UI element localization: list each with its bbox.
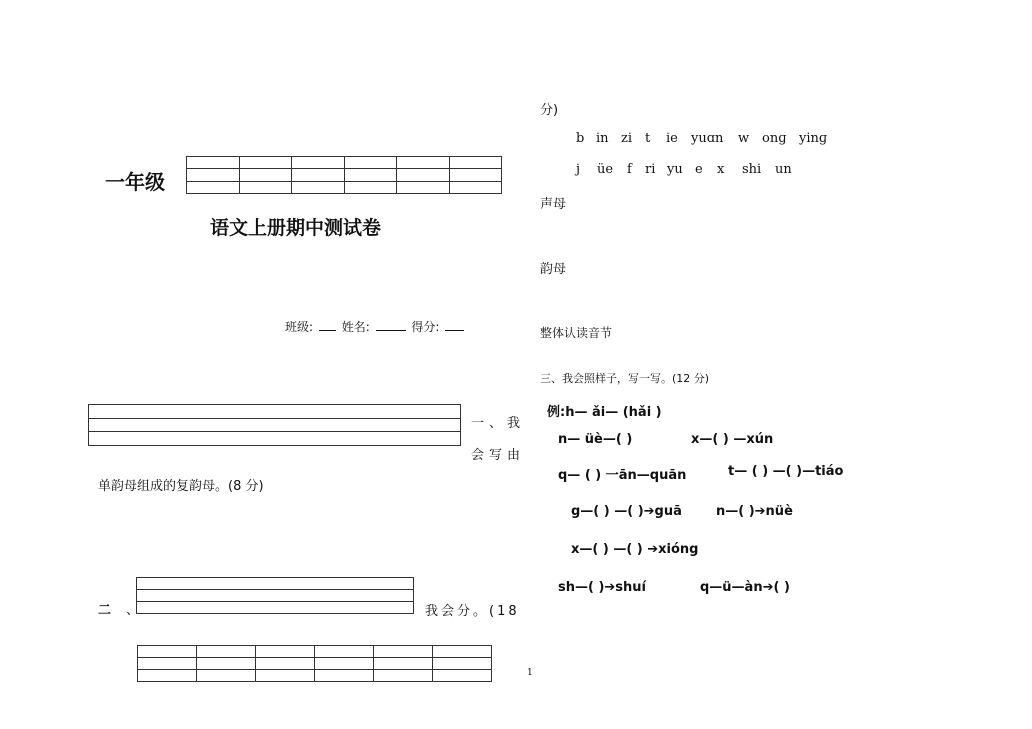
section2-number: 二 — [98, 603, 112, 618]
exercise-1a: n— üè—( ) — [558, 432, 633, 447]
pinyin-item: zi — [621, 131, 633, 146]
exercise-3a: g—( ) —( )➔guā — [571, 504, 682, 519]
shengmu-label: 声母 — [540, 197, 567, 212]
pinyin-item: üe — [597, 162, 614, 177]
page-title: 语文上册期中测试卷 — [210, 217, 382, 239]
class-label: 班级: — [285, 320, 314, 334]
pinyin-item: e — [695, 162, 703, 177]
name-blank[interactable] — [376, 330, 406, 331]
pinyin-item: w — [738, 131, 750, 146]
page-number: 1 — [527, 668, 533, 678]
pinyin-item: yuɑn — [691, 131, 724, 146]
section1-heading-part3: 单韵母组成的复韵母。(8 分) — [98, 479, 264, 494]
exercise-4: x—( ) —( ) ➔xióng — [571, 542, 699, 557]
pinyin-item: yu — [667, 162, 683, 177]
zhengti-label: 整体认读音节 — [540, 326, 613, 340]
exercise-5a: sh—( )➔shuí — [558, 580, 646, 595]
example-line: 例:h— ǎi— (hǎi ) — [547, 405, 662, 420]
score-label: 得分: — [411, 320, 440, 334]
pinyin-item: ie — [666, 131, 678, 146]
exercise-1b: x—( ) —xún — [691, 432, 774, 447]
pinyin-item: onɡ — [762, 131, 787, 146]
pinyin-item: in — [596, 131, 609, 146]
section2-heading-continued: 分) — [540, 103, 559, 118]
pinyin-item: j — [576, 162, 581, 177]
pinyin-item: f — [627, 162, 632, 177]
section1-heading-part1: 一、我 — [471, 416, 526, 431]
pinyin-item: yinɡ — [799, 131, 828, 146]
section3-heading: 三、我会照样子，写一写。(12 分) — [540, 372, 710, 385]
exercise-2b: t— ( ) —( )—tiáo — [728, 464, 844, 479]
section2-separator: 、 — [126, 603, 140, 618]
student-info — [285, 318, 466, 335]
exercise-2a: q— ( ) 一ān—quān — [558, 468, 687, 483]
pinyin-item: ri — [645, 162, 656, 177]
section2-heading: 我会分。(18 — [425, 604, 520, 619]
pinyin-item: b — [576, 131, 585, 146]
section2-writing-grid[interactable] — [136, 577, 414, 614]
pinyin-item: t — [645, 131, 651, 146]
pinyin-item: un — [775, 162, 792, 177]
section2-answer-grid[interactable] — [137, 645, 492, 682]
yunmu-label: 韵母 — [540, 262, 567, 277]
grade-label: 一年级 — [105, 170, 165, 194]
header-grid — [186, 156, 502, 194]
exercise-3b: n—( )➔nüè — [716, 504, 793, 519]
pinyin-item: x — [717, 162, 725, 177]
section1-heading-part2: 会写由 — [471, 448, 526, 463]
score-blank[interactable] — [445, 330, 464, 331]
pinyin-item: shi — [742, 162, 762, 177]
class-blank[interactable] — [319, 330, 336, 331]
exercise-5b: q—ü—àn➔( ) — [700, 580, 790, 595]
name-label: 姓名: — [341, 320, 370, 334]
section1-writing-grid[interactable] — [88, 404, 461, 446]
